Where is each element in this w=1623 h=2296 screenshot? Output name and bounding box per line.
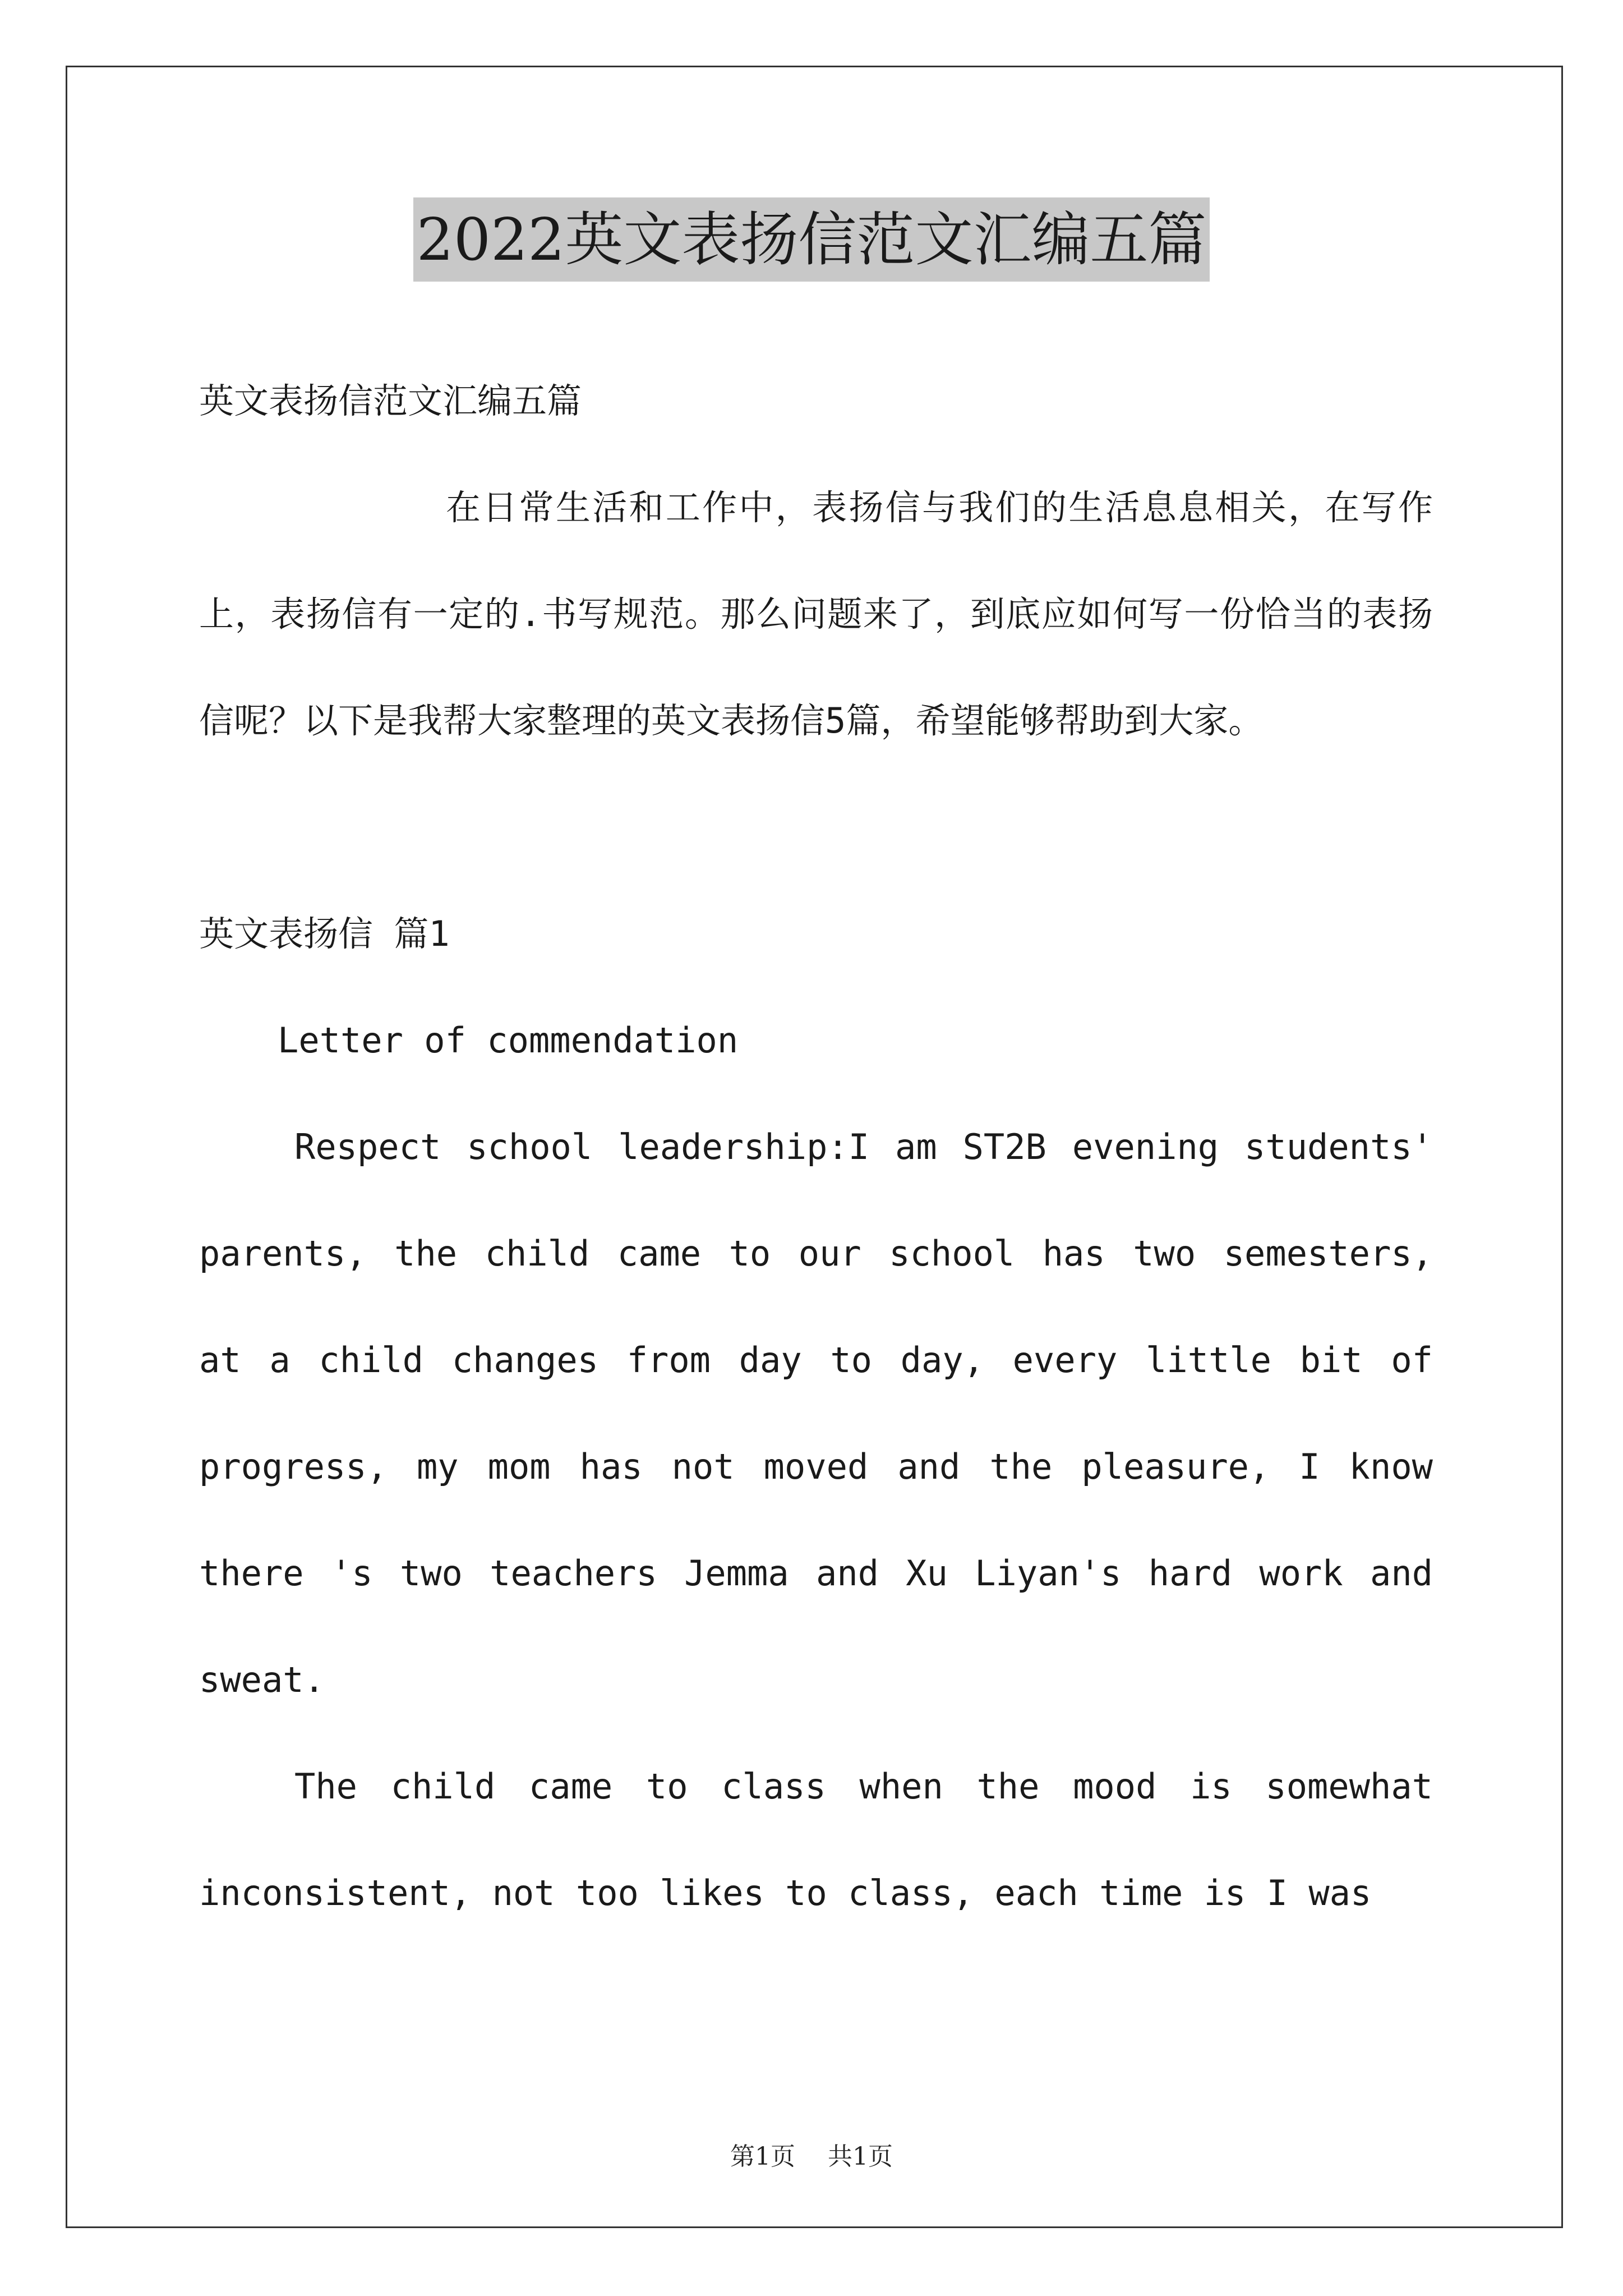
intro-paragraph: 在日常生活和工作中，表扬信与我们的生活息息相关，在写作上，表扬信有一定的.书写规范。那么问题来了，到底应如何写一份恰当的表扬信呢？以下是我帮大家整理的英文表扬信5篇，希望能够帮助到大家。 [199,487,1433,741]
section-heading: 英文表扬信 篇1 [199,913,450,954]
page-footer [0,2136,1623,2172]
letter-title: Letter of commendation [278,1020,739,1061]
document-body [199,348,1433,1947]
document-subtitle: 英文表扬信范文汇编五篇 [199,380,582,421]
title-container [0,197,1623,282]
document-title: 2022英文表扬信范文汇编五篇 [413,197,1210,282]
letter-paragraph-2: The child came to class when the mood is somewhat inconsistent, not too likes to class, each time is I was [199,1766,1433,1913]
letter-paragraph-1: Respect school leadership:I am ST2B evening students' parents, the child came to our school has two semesters, at a child changes from day to day, every little bit of progress, my mom has not moved and the pleasure, I know there 's two teachers Jemma and Xu Liyan's hard work and sweat. [199,1126,1433,1700]
page-number-total: 共1页 [828,2142,893,2171]
page-number-current: 第1页 [730,2142,795,2171]
